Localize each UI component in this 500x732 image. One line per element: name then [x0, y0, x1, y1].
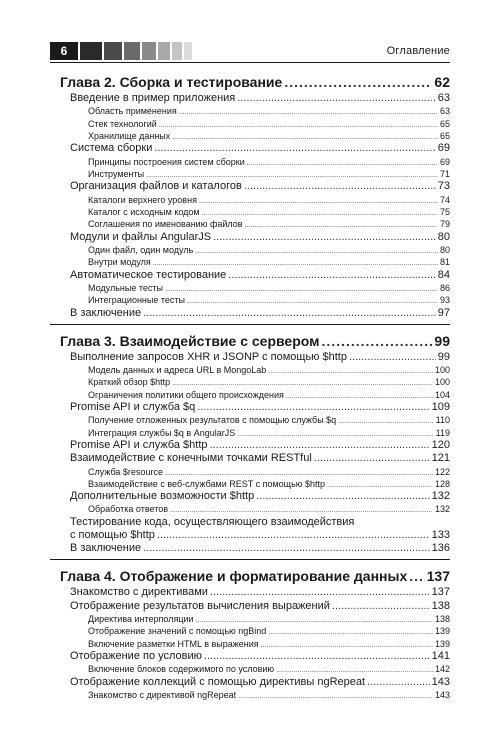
toc-chapter-4[interactable]	[60, 566, 450, 586]
toc-entry-title: Инструменты	[88, 168, 145, 179]
header-gradient-strip	[80, 42, 194, 60]
dot-leader	[228, 269, 435, 282]
toc-entry-page: 73	[437, 180, 450, 193]
toc-entry[interactable]	[60, 351, 450, 364]
toc-entry-page: 142	[434, 664, 450, 675]
toc-entry[interactable]	[60, 364, 450, 376]
page-header	[50, 40, 450, 62]
toc-entry-title: Включение разметки HTML в выражения	[88, 638, 259, 649]
header-rule	[50, 62, 450, 63]
toc-entry-page: 104	[434, 389, 450, 400]
toc-entry-title: Модули и файлы AngularJS	[70, 230, 212, 243]
dot-leader	[338, 416, 433, 428]
toc-entry[interactable]	[60, 294, 450, 306]
toc-entry-page: 69	[439, 156, 450, 167]
toc-entry-page: 74	[439, 194, 450, 205]
chapter-title: Глава 4. Отображение и форматирование данных	[60, 568, 408, 585]
toc-entry-title: Директива интерполяции	[88, 613, 194, 624]
toc-entry-line: Тестирование кода, осуществляющего взаимодействия	[70, 515, 355, 528]
toc-entry[interactable]	[60, 490, 450, 503]
toc-entry[interactable]	[60, 282, 450, 294]
toc-entry-title: Знакомство с директивой ngRepeat	[88, 689, 237, 700]
chapter-divider	[50, 324, 450, 325]
toc-entry[interactable]	[60, 180, 450, 193]
chapter-page: 62	[434, 74, 450, 90]
toc-entry-title: с помощью $http	[70, 529, 155, 542]
toc-entry[interactable]	[60, 389, 450, 401]
chapter-title: Глава 2. Сборка и тестирование	[60, 74, 283, 90]
toc-entry-title: Внутри модуля	[88, 257, 151, 268]
toc-entry-page: 79	[439, 219, 450, 230]
toc-entry-page: 120	[431, 439, 450, 452]
dot-leader	[143, 307, 436, 320]
dot-leader	[349, 351, 436, 364]
toc-entry[interactable]	[60, 586, 450, 599]
dot-leader	[332, 600, 430, 613]
toc-entry-page: 119	[435, 427, 450, 438]
toc-entry-page: 86	[439, 282, 450, 293]
toc-entry-title: Отображение коллекций с помощью директивы ngRepeat	[70, 675, 366, 688]
dot-leader	[143, 542, 430, 555]
toc-entry-title: Хранилище данных	[88, 130, 171, 141]
dot-leader	[210, 586, 430, 599]
toc-entry-page: 122	[434, 466, 450, 477]
toc-entry-page: 133	[431, 529, 450, 542]
dot-leader	[284, 72, 432, 92]
toc-entry[interactable]	[60, 231, 450, 244]
toc-entry-page: 84	[437, 268, 450, 281]
header-title: Оглавление	[386, 45, 450, 57]
dot-leader	[199, 196, 438, 208]
toc-entry[interactable]	[60, 194, 450, 206]
toc-entry-page: 143	[431, 675, 450, 688]
toc-entry[interactable]	[60, 613, 450, 625]
toc-entry-page: 136	[431, 542, 450, 555]
toc-entry-title: Принципы построения систем сборки	[88, 156, 245, 167]
toc-entry[interactable]	[60, 118, 450, 130]
toc-entry-title: Обработка ответов	[88, 504, 169, 515]
toc-entry-page: 139	[434, 638, 450, 649]
toc-entry-page: 63	[439, 106, 450, 117]
toc-entry-title: Выполнение запросов XHR и JSONP с помощью $http	[70, 350, 347, 363]
toc-entry[interactable]	[60, 542, 450, 555]
toc-entry-page: 143	[434, 689, 450, 700]
dot-leader	[322, 331, 433, 351]
dot-leader	[197, 401, 429, 414]
toc-entry-title: Модель данных и адреса URL в MongoLab	[88, 365, 267, 375]
toc-entry-title: Организация файлов и каталогов	[70, 180, 242, 193]
toc-entry-page: 139	[434, 626, 450, 637]
toc-entry-page: 132	[431, 490, 450, 503]
toc-entry-multiline[interactable]	[60, 516, 450, 542]
chapter-divider	[50, 559, 450, 560]
dot-leader	[165, 284, 438, 296]
toc-entry-page: 110	[435, 415, 450, 426]
dot-leader	[210, 439, 430, 452]
toc-entry-page: 128	[434, 478, 450, 489]
toc-entry-title: В заключение	[70, 542, 142, 555]
dot-leader	[195, 246, 438, 258]
toc-entry-page: 75	[439, 206, 450, 217]
toc-entry[interactable]	[60, 503, 450, 515]
toc-entry[interactable]	[60, 130, 450, 142]
toc-entry-title: Взаимодействие с конечными точками RESTful	[70, 452, 312, 465]
toc-entry[interactable]	[60, 307, 450, 320]
toc-entry[interactable]	[60, 600, 450, 613]
toc-entry-title: Соглашения по именованию файлов	[88, 219, 243, 230]
toc-entry-title: Интеграция службы $q в AngularJS	[88, 427, 236, 438]
dot-leader	[157, 529, 430, 542]
toc-chapter-2[interactable]	[60, 72, 450, 92]
toc-entry-title: Введение в пример приложения	[70, 92, 236, 104]
toc-entry-title: Дополнительные возможности $http	[70, 490, 255, 503]
toc-entry-page: 138	[434, 613, 450, 624]
toc-entry-page: 65	[439, 130, 450, 141]
dot-leader	[247, 158, 438, 170]
toc-entry-title: Promise API и служба $http	[70, 439, 208, 452]
toc-entry[interactable]	[60, 439, 450, 452]
toc-entry[interactable]	[60, 256, 450, 268]
toc-entry[interactable]	[60, 676, 450, 689]
toc-entry-title: Знакомство с директивами	[70, 586, 208, 599]
page-number: 6	[50, 42, 78, 60]
toc-entry-page: 97	[437, 306, 450, 319]
toc-entry-page: 100	[434, 365, 450, 375]
dot-leader	[238, 691, 433, 703]
toc-entry-title: Система сборки	[70, 142, 153, 155]
toc-entry-title: Отображение значений с помощью ngBind	[88, 626, 267, 637]
toc-entry[interactable]	[60, 401, 450, 414]
toc-entry-page: 80	[439, 244, 450, 255]
toc-entry[interactable]	[60, 478, 450, 490]
toc-entry[interactable]	[60, 452, 450, 465]
toc-entry[interactable]	[60, 218, 450, 230]
toc-entry[interactable]	[60, 92, 450, 105]
toc-entry-title: Отображение по условию	[70, 649, 202, 662]
toc-entry-page: 80	[437, 230, 450, 243]
toc-entry[interactable]	[60, 376, 450, 388]
toc-entry-title: Получение отложенных результатов с помощью службы $q	[88, 415, 337, 426]
toc-entry[interactable]	[60, 663, 450, 675]
toc-entry-page: 81	[439, 257, 450, 268]
dot-leader	[367, 676, 430, 689]
toc-entry[interactable]	[60, 156, 450, 168]
toc-entry[interactable]	[60, 638, 450, 650]
toc-entry-page: 69	[437, 142, 450, 155]
toc-entry-page: 141	[431, 649, 450, 662]
toc-entry-title: Включение блоков содержимого по условию	[88, 664, 275, 675]
toc-entry-title: Краткий обзор $http	[88, 377, 171, 388]
toc-entry[interactable]	[60, 269, 450, 282]
toc-entry[interactable]	[60, 142, 450, 155]
dot-leader	[268, 366, 433, 378]
dot-leader	[213, 231, 436, 244]
dot-leader	[237, 92, 436, 105]
toc-entry-page: 137	[431, 586, 450, 599]
toc-entry[interactable]	[60, 650, 450, 663]
toc-entry[interactable]	[60, 105, 450, 117]
toc-entry[interactable]	[60, 625, 450, 637]
toc-chapter-3[interactable]	[60, 331, 450, 351]
toc-entry-title: Стек технологий	[88, 118, 157, 129]
toc-entry-title: Каталоги верхнего уровня	[88, 194, 197, 205]
dot-leader	[204, 650, 430, 663]
dot-leader	[314, 452, 430, 465]
toc-entry[interactable]	[60, 244, 450, 256]
toc-entry-title: Автоматическое тестирование	[70, 268, 227, 281]
toc-entry[interactable]	[60, 206, 450, 218]
dot-leader	[409, 566, 424, 586]
toc-entry-page: 100	[434, 377, 450, 388]
toc-entry-title: Ограничения политики общего происхождения	[88, 389, 284, 400]
chapter-title: Глава 3. Взаимодействие с сервером	[60, 332, 320, 349]
table-of-contents	[60, 66, 450, 701]
toc-entry-page: 138	[431, 599, 450, 612]
toc-entry-title: Promise API и служба $q	[70, 401, 196, 414]
toc-entry[interactable]	[60, 414, 450, 426]
toc-entry-title: Служба $resource	[88, 466, 163, 477]
toc-entry[interactable]	[60, 427, 450, 439]
toc-entry-page: 99	[437, 350, 450, 363]
toc-entry-title: Область применения	[88, 106, 177, 117]
toc-entry[interactable]	[60, 466, 450, 478]
toc-entry-title: Интеграционные тесты	[88, 295, 185, 306]
toc-entry-page: 65	[439, 118, 450, 129]
toc-entry[interactable]	[60, 168, 450, 180]
toc-entry-page: 132	[434, 504, 450, 515]
toc-entry-page: 109	[431, 401, 450, 414]
toc-entry[interactable]	[60, 689, 450, 701]
toc-entry-title: Взаимодействие с веб-службами REST с помощью $http	[88, 478, 326, 489]
toc-entry-title: Отображение результатов вычисления выражений	[70, 599, 330, 612]
toc-entry-title: Один файл, один модуль	[88, 244, 194, 255]
chapter-page: 137	[426, 568, 450, 585]
toc-entry-title: Каталог с исходным кодом	[88, 206, 200, 217]
toc-entry-title: В заключение	[70, 306, 142, 319]
dot-leader	[159, 120, 438, 132]
toc-entry-page: 93	[439, 295, 450, 306]
dot-leader	[268, 627, 433, 639]
dot-leader	[179, 107, 438, 119]
dot-leader	[256, 490, 429, 503]
toc-entry-page: 63	[437, 92, 450, 104]
chapter-page: 99	[434, 332, 450, 349]
dot-leader	[154, 142, 435, 155]
toc-entry-title: Модульные тесты	[88, 282, 163, 293]
dot-leader	[244, 180, 436, 193]
toc-entry-page: 71	[439, 168, 450, 179]
toc-entry-page: 121	[431, 452, 450, 465]
